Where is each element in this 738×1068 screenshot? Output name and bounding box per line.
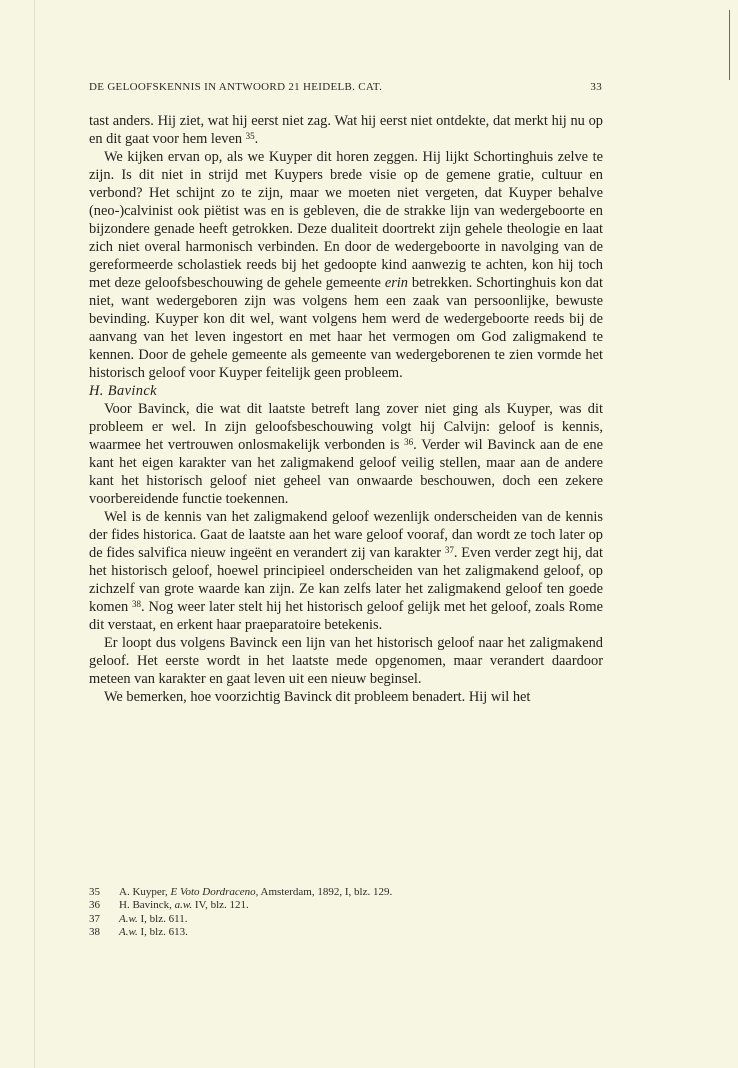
paragraph-4: Wel is de kennis van het zaligmakend geloof wezenlijk onderscheiden van de kennis der fides historica. Gaat de laatste aan het ware geloof vooraf, dan wordt ze toch later op de fides salvifica nieuw ingeënt en verandert zij van karakter $^{37}$. Even verder zegt hij, dat het historisch geloof, hoewel principieel onderscheiden van het zaligmakend geloof, op zichzelf van grote waarde kan zijn. Ze kan zelfs later het zaligmakend geloof ten goede komen $^{38}$. Nog weer later stelt hij het historisch geloof gelijk met het geloof, zoals Rome dit verstaat, en erkent haar praeparatoire betekenis. [89,509,603,633]
footnote-ref-36: 36 [404,437,414,447]
footnote-number: 36 [89,899,100,912]
paragraph-3: Voor Bavinck, die wat dit laatste betreft lang zover niet ging als Kuyper, was dit probleem er wel. In zijn geloofsbeschouwing volgt hij Calvijn: geloof is kennis, waarmee het vertrouwen onlosmakelijk verbonden is $^{36}$. Verder wil Bavinck aan de ene kant het eigen karakter van het zaligmakend geloof veilig stellen, maar aan de andere kant het historisch geloof niet geheel van onwaarde beschouwen, doch een zekere voorbereidende functie toekennen. [89,401,603,507]
paragraph-6: We bemerken, hoe voorzichtig Bavinck dit probleem benadert. Hij wil het [104,689,531,705]
footnote-ref-38: 38 [132,599,142,609]
footnote [89,899,603,912]
section-heading: H. Bavinck [89,383,157,399]
footnote-ref-37: 37 [444,545,454,555]
footnote-text: A.w. I, blz. 613. [119,925,188,938]
page-number: 33 [590,81,602,93]
paragraph-2: We kijken ervan op, als we Kuyper dit horen zeggen. Hij lijkt Schortinghuis zelve te zijn. Is dit niet in strijd met Kuypers brede visie op de gemene gratie, cultuur en verbond? Het schijnt zo te zijn, maar we moeten niet vergeten, dat Kuyper behalve (neo-)calvinist ook piëtist was en is gebleven, die de strakke lijn van wedergeboorte en bijzondere genade heeft getrokken. Deze dualiteit doortrekt zijn gehele theologie en laat zich niet overal harmonisch verbinden. En door de wedergeboorte in navolging van de gereformeerde scholastiek reeds bij het gedoopte kind aanwezig te achten, kon hij toch met deze geloofsbeschouwing de gehele gemeente erin betrekken. Schortinghuis kon dat niet, want wedergeboren zijn was volgens hem een zaak van persoonlijke, bewuste bevinding. Kuyper kon dit wel, want volgens hem werd de wedergeboorte reeds bij de aanvang van het leven ingestort en met haar het vermogen om God zaligmakend te kennen. Door de gehele gemeente als gemeente van wedergeborenen te zien vormde het historisch geloof voor Kuyper feitelijk geen probleem. [89,149,603,381]
paragraph-5: Er loopt dus volgens Bavinck een lijn van het historisch geloof naar het zaligmakend geloof. Het eerste wordt in het laatste mede opgenomen, maar verandert daardoor meteen van karakter en gaat leven uit een nieuw beginsel. [89,635,603,687]
footnote [89,913,603,926]
footnote-text: A. Kuyper, E Voto Dordraceno, Amsterdam, 1892, I, blz. 129. [119,886,393,898]
running-head [89,81,602,93]
footnote-number: 35 [89,886,100,898]
body-text [89,112,603,706]
footnote-number: 38 [89,925,100,938]
footnote [89,926,603,939]
footnote-number: 37 [89,912,100,925]
footnote-text: H. Bavinck, a.w. IV, blz. 121. [119,899,249,912]
footnote [89,886,603,899]
running-title: DE GELOOFSKENNIS IN ANTWOORD 21 HEIDELB. CAT. [89,81,383,93]
footnotes [89,886,603,939]
footnote-text: A.w. I, blz. 611. [119,912,188,925]
footnote-ref-35: 35 [245,131,255,141]
paragraph-1: tast anders. Hij ziet, wat hij eerst niet zag. Wat hij eerst niet ontdekte, dat merkt hij nu op en dit gaat voor hem leven $^{35}$. [89,113,603,147]
